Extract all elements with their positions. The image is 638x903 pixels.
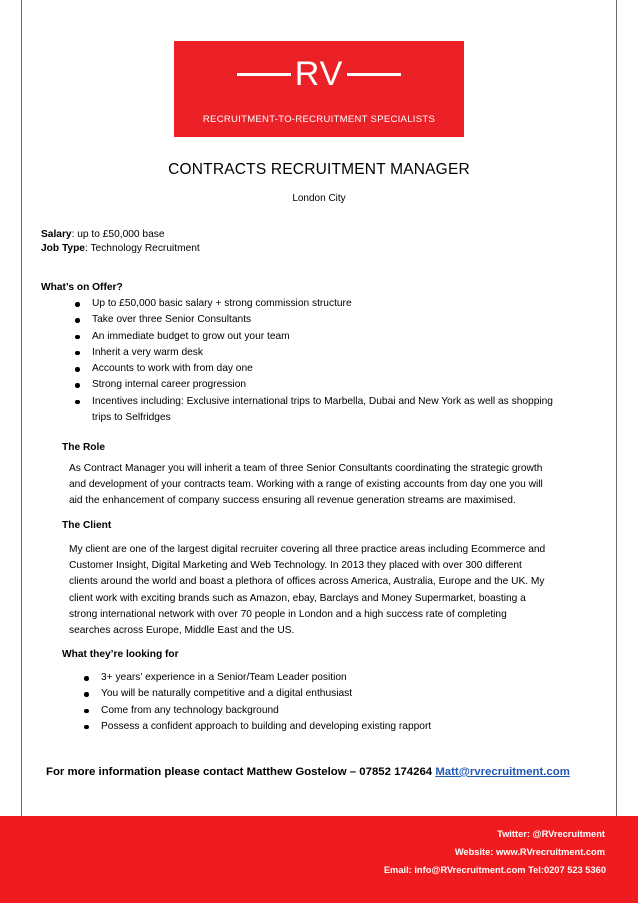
- client-line: Customer Insight, Digital Marketing and Web Technology. In 2013 they placed with over 300 different: [69, 560, 522, 572]
- contact-email-link[interactable]: Matt@rvrecruitment.com: [435, 766, 570, 778]
- client-line: clients around the world and boast a plethora of offices across America, Australia, Europe and the UK. My: [69, 576, 545, 588]
- contact-line: [46, 766, 570, 778]
- logo-dash-right: [347, 73, 401, 76]
- list-item-text: trips to Selfridges: [92, 412, 171, 424]
- client-heading: The Client: [62, 520, 112, 531]
- job-location: London City: [292, 193, 346, 204]
- job-type-label: Job Type: [41, 243, 85, 254]
- salary-value: : up to £50,000 base: [71, 229, 165, 240]
- looking-list: [84, 670, 431, 735]
- list-item: [84, 686, 431, 702]
- bullet-icon: [75, 383, 80, 388]
- list-item: [75, 296, 553, 312]
- list-item: [75, 394, 553, 410]
- company-logo: [174, 41, 464, 137]
- logo-dash-left: [237, 73, 291, 76]
- bullet-icon: [84, 676, 89, 681]
- role-paragraph: [69, 461, 543, 510]
- client-line: My client are one of the largest digital recruiter covering all three practice areas including Ecommerce and: [69, 544, 546, 555]
- footer-website[interactable]: Website: www.RVrecruitment.com: [454, 847, 605, 857]
- footer-email-tel[interactable]: Email: info@RVrecruitment.com Tel:0207 523 5360: [383, 865, 606, 875]
- role-line: aid the enhancement of company success ensuring all revenue generation streams are maximised.: [69, 495, 516, 507]
- list-item-text: Take over three Senior Consultants: [92, 314, 252, 326]
- list-item: [75, 361, 553, 377]
- list-item-text: You will be naturally competitive and a digital enthusiast: [101, 688, 353, 700]
- list-item-text: Strong internal career progression: [92, 379, 247, 391]
- offer-list: [75, 296, 553, 426]
- bullet-icon: [75, 335, 80, 340]
- logo-mark-text: RV: [294, 55, 344, 93]
- list-item: [75, 377, 553, 393]
- list-item-text: Possess a confident approach to building and developing existing rapport: [101, 720, 432, 732]
- offer-heading: What’s on Offer?: [41, 282, 123, 293]
- client-paragraph: [69, 542, 545, 639]
- page-border-left: [21, 0, 22, 816]
- list-item-text: Come from any technology background: [101, 704, 279, 716]
- list-item-text: Up to £50,000 basic salary + strong commission structure: [92, 298, 352, 309]
- role-line: and development of your contracts team. Working with a range of existing accounts from day one you will: [69, 479, 543, 491]
- list-item: [75, 329, 553, 345]
- looking-heading: What they’re looking for: [62, 649, 179, 660]
- list-item-text: Incentives including: Exclusive international trips to Marbella, Dubai and New York as well as shopping: [92, 395, 553, 407]
- page-border-right: [616, 0, 617, 816]
- list-item: [84, 670, 431, 686]
- contact-text: For more information please contact Matthew Gostelow – 07852 174264: [46, 766, 436, 778]
- bullet-icon: [75, 302, 80, 307]
- footer-bar: [0, 816, 638, 903]
- role-line: As Contract Manager you will inherit a team of three Senior Consultants coordinating the strategic growth: [69, 463, 543, 474]
- bullet-icon: [84, 709, 89, 714]
- bullet-icon: [84, 725, 89, 730]
- list-item-text: Accounts to work with from day one: [92, 363, 253, 375]
- bullet-icon: [84, 692, 89, 697]
- client-line: strong international network with over 70 people in London and a high success rate of completing: [69, 608, 507, 620]
- footer-twitter[interactable]: Twitter: @RVrecruitment: [497, 829, 605, 839]
- list-item-continuation: [75, 410, 553, 426]
- bullet-icon: [75, 351, 80, 356]
- list-item: [75, 312, 553, 328]
- list-item: [75, 345, 553, 361]
- list-item-text: 3+ years’ experience in a Senior/Team Leader position: [101, 672, 347, 683]
- logo-tagline: RECRUITMENT-TO-RECRUITMENT SPECIALISTS: [202, 114, 436, 125]
- job-title: CONTRACTS RECRUITMENT MANAGER: [168, 161, 470, 178]
- list-item-text: Inherit a very warm desk: [92, 346, 203, 358]
- list-item: [84, 719, 431, 735]
- bullet-icon: [75, 367, 80, 372]
- job-type-value: : Technology Recruitment: [84, 243, 200, 254]
- list-item: [84, 703, 431, 719]
- client-line: client work with exciting brands such as Amazon, ebay, Barclays and Money Supermarket, boasting a: [69, 592, 526, 604]
- list-item-text: An immediate budget to grow out your team: [92, 330, 290, 342]
- client-line: searches across Europe, Middle East and the US.: [69, 625, 295, 637]
- salary-label: Salary: [41, 229, 72, 240]
- role-heading: The Role: [62, 442, 106, 453]
- logo-mark: [174, 54, 464, 94]
- bullet-icon: [75, 400, 80, 405]
- job-type-line: [41, 241, 200, 257]
- bullet-icon: [75, 318, 80, 323]
